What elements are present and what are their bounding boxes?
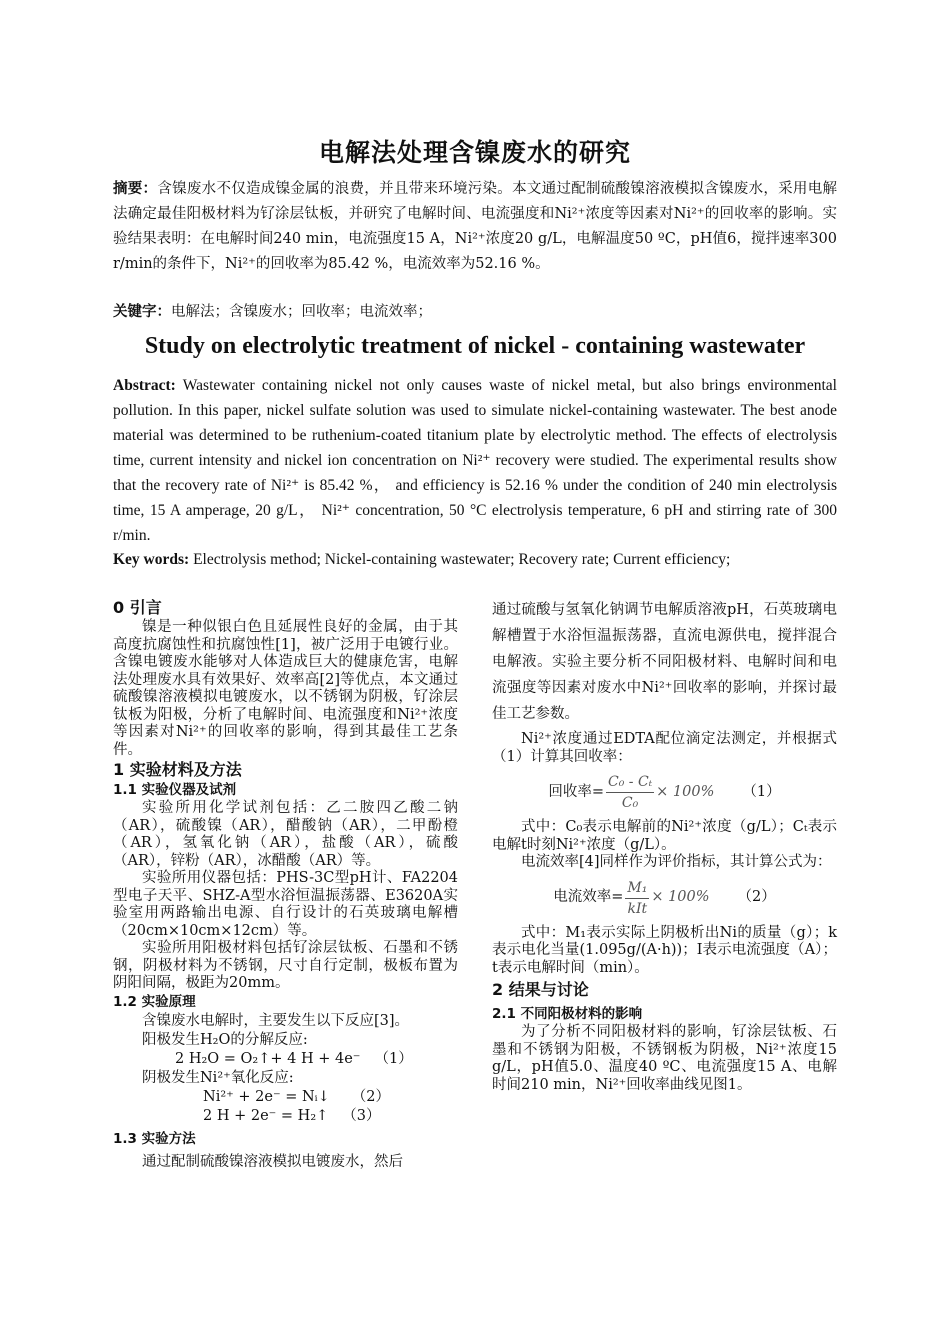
abstract-cn-label: 摘要： <box>113 180 158 197</box>
keywords-cn <box>113 299 837 325</box>
equation-2 <box>113 1088 458 1107</box>
formula-1-note: 式中：C₀表示电解前的Ni²⁺浓度（g/L）；Cₜ表示电解t时刻Ni²⁺浓度（g/L）。 <box>492 819 837 853</box>
efficiency-paragraph: 电流效率[4]同样作为评价指标，其计算公式为： <box>521 854 832 870</box>
keywords-cn-text: 电解法；含镍废水；回收率；电流效率； <box>171 304 432 320</box>
anode-reaction-label: 阳极发生H₂O的分解反应: <box>142 1031 308 1048</box>
abstract-cn-text: 含镍废水不仅造成镍金属的浪费，并且带来环境污染。本文通过配制硫酸镍溶液模拟含镍废水，采用电解法确定最佳阳极材料为钌涂层钛板，并研究了电解时间、电流强度和Ni²⁺浓度等因素对Ni²⁺的回收率的影响。实验结果表明：在电解时间240 min，电流强度15 A，Ni²⁺浓度20 g/L，电解温度50 ºC，pH值6，搅拌速率300 r/min的条件下，Ni²⁺的回收率为85.42 %，电流效率为52.16 %。 <box>113 181 837 272</box>
equation-3-text: 2 H + 2e⁻ = H₂↑ <box>203 1107 329 1124</box>
keywords-en-text: Electrolysis method; Nickel-containing wastewater; Recovery rate; Current efficiency; <box>189 551 731 568</box>
section-1-1-title: 1.1 实验仪器及试剂 <box>113 782 237 798</box>
formula-1-number: （1） <box>742 783 781 800</box>
formula-1-fraction <box>606 772 654 813</box>
abstract-cn <box>113 176 837 277</box>
formula-1-numerator: C₀ - Cₜ <box>606 772 654 793</box>
equation-2-number: （2） <box>351 1088 390 1105</box>
equation-3-number: （3） <box>342 1107 381 1124</box>
formula-2-label: 电流效率= <box>553 889 624 906</box>
section-1-1-reagents: 实验所用化学试剂包括：乙二胺四乙酸二钠（AR），硫酸镍（AR），醋酸钠（AR），二甲酚橙（AR），氢氧化钠（AR），盐酸（AR），硫酸（AR），锌粉（AR），冰醋酸（AR）等。 <box>113 800 458 869</box>
section-2-title: 2 结果与讨论 <box>492 980 589 999</box>
section-1-1-anodes: 实验所用阳极材料包括钌涂层钛板、石墨和不锈钢，阴极材料为不锈钢，尺寸自行定制，极板布置为阴阳间隔，极距为20mm。 <box>113 940 458 991</box>
section-1-3-title: 1.3 实验方法 <box>113 1130 196 1147</box>
cathode-reaction-label: 阴极发生Ni²⁺氧化反应: <box>142 1069 294 1086</box>
abstract-en-label: Abstract: <box>113 377 176 394</box>
edta-paragraph: Ni²⁺浓度通过EDTA配位滴定法测定，并根据式（1）计算其回收率： <box>492 731 837 765</box>
left-column <box>113 597 458 1175</box>
formula-1-label: 回收率= <box>548 783 605 800</box>
formula-current-efficiency <box>492 878 837 919</box>
equation-1-text: 2 H₂O = O₂↑+ 4 H + 4e⁻ <box>175 1050 361 1067</box>
formula-2-note: 式中：M₁表示实际上阴极析出Ni的质量（g）；k表示电化当量(1.095g/(A·h))；I表示电流强度（A）；t表示电解时间（min）。 <box>492 924 837 976</box>
formula-1-multiplier: × 100% <box>656 783 715 800</box>
formula-recovery-rate <box>492 772 837 813</box>
equation-1 <box>113 1050 458 1069</box>
section-1-2-intro: 含镍废水电解时，主要发生以下反应[3]。 <box>142 1012 410 1029</box>
formula-1-denominator: C₀ <box>621 795 639 811</box>
equation-2-text: Ni²⁺ + 2e⁻ = Nᵢ↓ <box>203 1088 330 1105</box>
right-column <box>492 597 837 1094</box>
formula-2-number: （2） <box>737 889 776 906</box>
keywords-en-label: Key words: <box>113 551 190 568</box>
formula-2-denominator: kIt <box>627 900 648 917</box>
title-en: Study on electrolytic treatment of nickel - containing wastewater <box>144 333 806 359</box>
section-1-3-paragraph: 通过配制硫酸镍溶液模拟电镀废水，然后 <box>142 1153 403 1170</box>
section-0-title: 0 引言 <box>113 598 162 617</box>
section-1-2-title: 1.2 实验原理 <box>113 993 196 1010</box>
section-0-paragraph: 镍是一种似银白色且延展性良好的金属，由于其高度抗腐蚀性和抗腐蚀性[1]，被广泛用于电镀行业。含镍电镀废水能够对人体造成巨大的健康危害，电解法处理废水具有效果好、效率高[2]等优点，本文通过硫酸镍溶液模拟电镀废水，以不锈钢为阴极，钌涂层钛板为阳极，分析了电解时间、电流强度和Ni²⁺浓度等因素对Ni²⁺的回收率的影响，得到其最佳工艺条件。 <box>113 619 458 758</box>
equation-3 <box>113 1107 458 1126</box>
section-2-1-title: 2.1 不同阳极材料的影响 <box>492 1006 643 1022</box>
section-1-1-instruments: 实验所用仪器包括：PHS-3C型pH计、FA2204型电子天平、SHZ-A型水浴恒温振荡器、E3620A实验室用两路输出电源、自行设计的石英玻璃电解槽（20cm×10cm×12cm）等。 <box>113 870 458 939</box>
abstract-en-text: Wastewater containing nickel not only causes waste of nickel metal, but also brings environmental pollution. In this paper, nickel sulfate solution was used to simulate nickel-containing wastewater. The best anode material was determined to be ruthenium-coated titanium plate by electrolytic method. The effects of electrolysis time, current intensity and nickel ion concentration on Ni²⁺ recovery were studied. The experimental results show that the recovery rate of Ni²⁺ is 85.42 %， and efficiency is 52.16 % under the condition of 240 min electrolysis time, 15 A amperage, 20 g/L， Ni²⁺ concentration, 50 °C electrolysis temperature, 6 pH and stirring rate of 300 r/min. <box>113 377 837 544</box>
equation-1-number: （1） <box>374 1050 413 1067</box>
title-cn: 电解法处理含镍废水的研究 <box>318 138 631 167</box>
formula-2-numerator: M₁ <box>625 878 649 899</box>
keywords-en <box>113 547 837 572</box>
section-2-1-paragraph: 为了分析不同阳极材料的影响，钌涂层钛板、石墨和不锈钢为阳极，不锈钢板为阴极，Ni²⁺浓度15 g/L，pH值5.0、温度40 ºC、电流强度15 A、电解时间210 min，Ni²⁺回收率曲线见图1。 <box>492 1024 837 1093</box>
abstract-en <box>113 373 837 548</box>
formula-2-multiplier: × 100% <box>651 889 710 906</box>
keywords-cn-label: 关键字： <box>113 303 171 320</box>
method-continuation: 通过硫酸与氢氧化钠调节电解质溶液pH，石英玻璃电解槽置于水浴恒温振荡器，直流电源供电，搅拌混合电解液。实验主要分析不同阳极材料、电解时间和电流强度等因素对废水中Ni²⁺回收率的影响，并探讨最佳工艺参数。 <box>492 602 837 722</box>
section-1-title: 1 实验材料及方法 <box>113 760 242 779</box>
formula-2-fraction <box>625 878 649 919</box>
